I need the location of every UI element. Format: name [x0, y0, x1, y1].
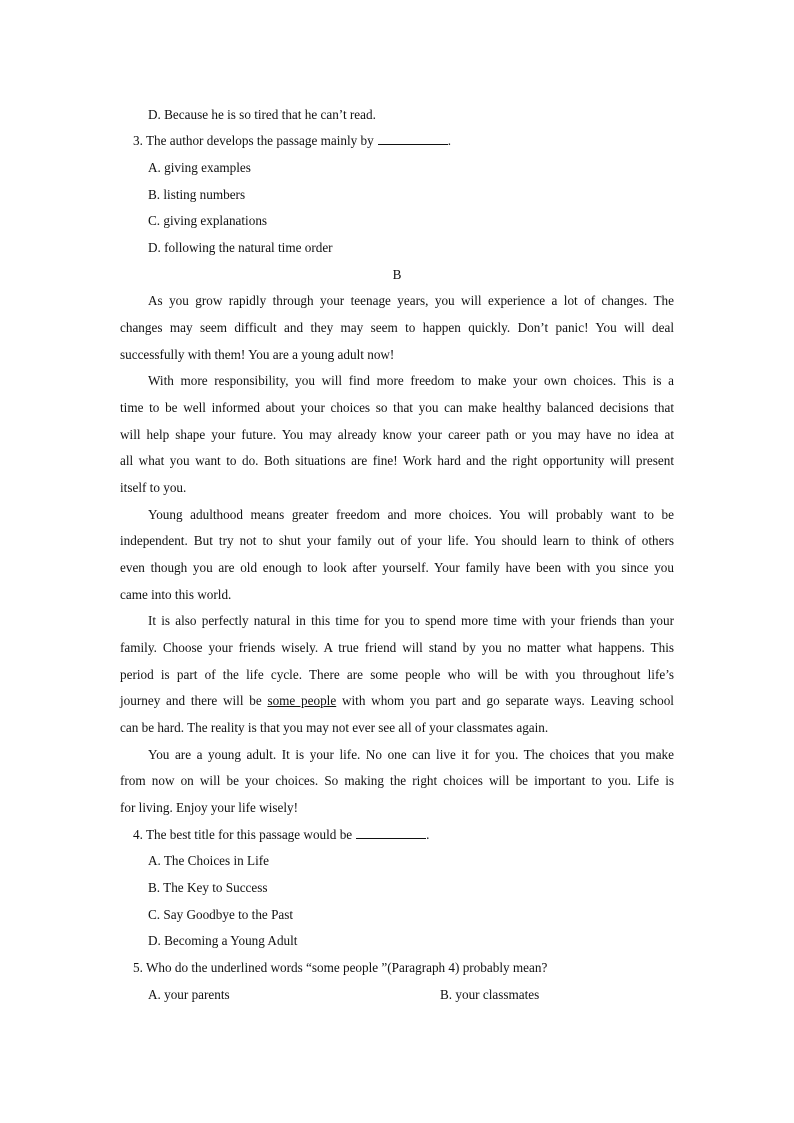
q3-option-b: B. listing numbers	[148, 187, 246, 202]
q3-option-d: D. following the natural time order	[148, 240, 333, 255]
q2-option-d: D. Because he is so tired that he can’t read.	[148, 107, 376, 122]
p3-line-1: Young adulthood means greater freedom and more choices. You will probably want to be	[148, 507, 674, 522]
p1-line-1: As you grow rapidly through your teenage years, you will experience a lot of changes. The	[148, 293, 674, 308]
p2-line-4: all what you want to do. Both situations are fine! Work hard and the right opportunity will present	[120, 453, 674, 468]
q3-stem	[133, 132, 451, 150]
p1-line-2: changes may seem difficult and they may seem to happen quickly. Don’t panic! You will deal	[120, 320, 674, 335]
q5-stem: 5. Who do the underlined words “some people ”(Paragraph 4) probably mean?	[133, 960, 548, 975]
q3-stem-end: .	[447, 133, 452, 148]
q4-option-c: C. Say Goodbye to the Past	[148, 907, 294, 922]
p4-line-4-end: with whom you part and go separate ways. Leaving school	[341, 693, 674, 708]
q4-stem-end: .	[426, 827, 430, 842]
q5-option-a: A. your parents	[148, 987, 230, 1002]
p3-line-2: independent. But try not to shut your family out of your life. You should learn to think of others	[120, 533, 674, 548]
p2-line-2: time to be well informed about your choices so that you can make healthy balanced decisions that	[120, 400, 674, 415]
p3-line-4: came into this world.	[120, 587, 232, 602]
p4-line-2: family. Choose your friends wisely. A true friend will stand by you no matter what happens. This	[120, 640, 674, 655]
q4-stem-text: 4. The best title for this passage would be	[133, 827, 353, 842]
q4-stem	[133, 826, 429, 844]
q4-option-b: B. The Key to Success	[148, 880, 268, 895]
p3-line-3: even though you are old enough to look after yourself. Your family have been with you since you	[120, 560, 674, 575]
p2-line-1: With more responsibility, you will find more freedom to make your own choices. This is a	[148, 373, 674, 388]
p4-line-3: period is part of the life cycle. There are some people who will be with you throughout life’s	[120, 667, 674, 682]
section-label: B	[392, 267, 402, 282]
p4-line-5: can be hard. The reality is that you may not ever see all of your classmates again.	[120, 720, 549, 735]
p4-line-4	[120, 692, 674, 710]
q3-option-c: C. giving explanations	[148, 213, 268, 228]
q3-stem-text: 3. The author develops the passage mainly by	[133, 133, 374, 148]
p2-line-3: will help shape your future. You may already know your career path or you may have no idea at	[120, 427, 674, 442]
p4-line-4-start: journey and there will be	[120, 693, 262, 708]
p2-line-5: itself to you.	[120, 480, 187, 495]
p5-line-2: from now on will be your choices. So making the right choices will be important to you. Life is	[120, 773, 674, 788]
q5-option-b: B. your classmates	[440, 987, 540, 1002]
underlined-phrase: some people	[267, 693, 337, 708]
p5-line-1: You are a young adult. It is your life. No one can live it for you. The choices that you make	[148, 747, 674, 762]
q4-answer-blank	[356, 827, 426, 839]
p4-line-1: It is also perfectly natural in this time for you to spend more time with your friends than your	[148, 613, 674, 628]
q4-option-a: A. The Choices in Life	[148, 853, 269, 868]
q3-option-a: A. giving examples	[148, 160, 251, 175]
q4-option-d: D. Becoming a Young Adult	[148, 933, 298, 948]
p5-line-3: for living. Enjoy your life wisely!	[120, 800, 298, 815]
p1-line-3: successfully with them! You are a young adult now!	[120, 347, 395, 362]
q3-answer-blank	[378, 133, 448, 145]
